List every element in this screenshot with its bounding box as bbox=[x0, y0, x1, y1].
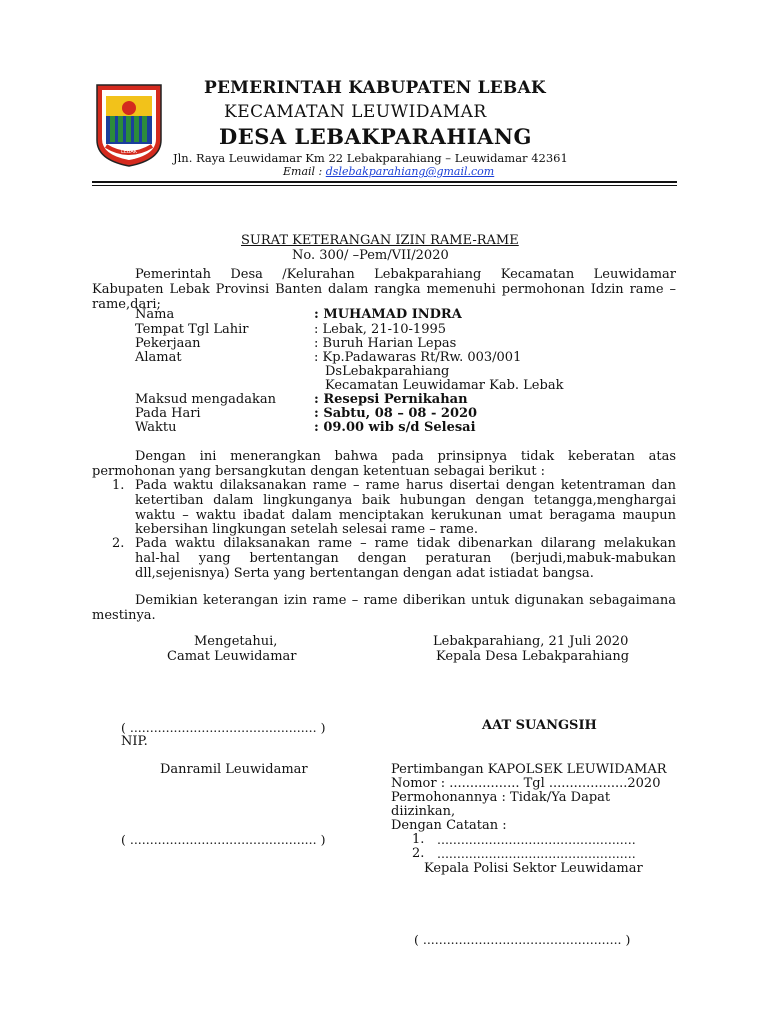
catatan-2-dots: .................................................. bbox=[437, 846, 636, 861]
field-value-address-2: DsLebakparahiang bbox=[325, 364, 450, 379]
field-value-time: : 09.00 wib s/d Selesai bbox=[314, 420, 476, 435]
item-2-line-1: Pada waktu dilaksanakan rame – rame tidak dibenarkan dilarang melakukan bbox=[135, 536, 676, 551]
sig-danramil-title: Danramil Leuwidamar bbox=[160, 762, 308, 777]
sig-camat-title: Camat Leuwidamar bbox=[167, 649, 297, 664]
sig-known: Mengetahui, bbox=[194, 634, 278, 649]
body-para-line-2: permohonan yang bersangkutan dengan ketentuan sebagai berikut : bbox=[92, 464, 546, 479]
header-district: KECAMATAN LEUWIDAMAR bbox=[224, 102, 487, 122]
header-village: DESA LEBAKPARAHIANG bbox=[219, 124, 532, 149]
field-value-job: : Buruh Harian Lepas bbox=[314, 336, 457, 351]
item-2-line-2: hal-hal yang bertentangan dengan peraturan (berjudi,mabuk-mabukan bbox=[135, 551, 676, 566]
field-value-purpose: : Resepsi Pernikahan bbox=[314, 392, 468, 407]
kapolsek-permohonan: Permohonannya : Tidak/Ya Dapat bbox=[391, 790, 611, 805]
kapolsek-role: Kepala Polisi Sektor Leuwidamar bbox=[424, 861, 643, 876]
kapolsek-blank: ( .................................................. ) bbox=[414, 932, 631, 947]
field-label-address: Alamat bbox=[135, 350, 182, 365]
email-label: Email : bbox=[283, 165, 323, 178]
email-link[interactable]: dslebakparahiang@gmail.com bbox=[325, 165, 495, 178]
intro-line-2: Kabupaten Lebak Provinsi Banten dalam rangka memenuhi permohonan Idzin rame – bbox=[92, 282, 676, 297]
item-1-line-1: Pada waktu dilaksanakan rame – rame harus disertai dengan ketentraman dan bbox=[135, 478, 676, 493]
item-2-line-3: dll,sejenisnya) Serta yang bertentangan dengan adat istiadat bangsa. bbox=[135, 566, 594, 581]
intro-line-3: rame,dari; bbox=[92, 297, 161, 312]
field-label-time: Waktu bbox=[135, 420, 177, 435]
kapolsek-diizinkan: diizinkan, bbox=[391, 804, 456, 819]
kapolsek-consideration: Pertimbangan KAPOLSEK LEUWIDAMAR bbox=[391, 762, 667, 777]
intro-line-1: Pemerintah Desa /Kelurahan Lebakparahiang Kecamatan Leuwidamar bbox=[135, 267, 676, 282]
field-value-address-3: Kecamatan Leuwidamar Kab. Lebak bbox=[325, 378, 564, 393]
item-1-line-4: kebersihan lingkungan setelah selesai rame – rame. bbox=[135, 522, 478, 537]
village-logo bbox=[94, 82, 164, 168]
letterhead-rule-thin bbox=[92, 185, 677, 186]
field-label-name: Nama bbox=[135, 307, 175, 322]
field-value-day: : Sabtu, 08 – 08 - 2020 bbox=[314, 406, 478, 421]
field-label-job: Pekerjaan bbox=[135, 336, 201, 351]
header-address: Jln. Raya Leuwidamar Km 22 Lebakparahiang – Leuwidamar 42361 bbox=[173, 151, 568, 165]
field-label-purpose: Maksud mengadakan bbox=[135, 392, 276, 407]
catatan-1-dots: .................................................. bbox=[437, 832, 636, 847]
item-1-number: 1. bbox=[112, 478, 125, 493]
field-value-name: : MUHAMAD INDRA bbox=[314, 307, 462, 322]
letterhead-rule bbox=[92, 181, 677, 183]
item-1-line-2: ketertiban dalam lingkunganya baik hubungan dengan tetangga,menghargai bbox=[135, 493, 676, 508]
field-value-birth: : Lebak, 21-10-1995 bbox=[314, 322, 447, 337]
sig-kades-name: AAT SUANGSIH bbox=[482, 718, 597, 733]
field-label-day: Pada Hari bbox=[135, 406, 201, 421]
header-government: PEMERINTAH KABUPATEN LEBAK bbox=[204, 78, 546, 98]
item-2-number: 2. bbox=[112, 536, 125, 551]
field-value-address-1: : Kp.Padawaras Rt/Rw. 003/001 bbox=[314, 350, 522, 365]
header-email-line bbox=[283, 165, 494, 178]
document-number: No. 300/ –Pem/VII/2020 bbox=[292, 248, 449, 263]
kapolsek-catatan: Dengan Catatan : bbox=[391, 818, 507, 833]
item-1-line-3: waktu – waktu ibadat dalam menciptakan kerukunan umat beragama maupun bbox=[135, 508, 676, 523]
sig-nip: NIP. bbox=[121, 734, 148, 749]
catatan-2-number: 2. bbox=[412, 846, 425, 861]
sig-danramil-blank: ( ............................................... ) bbox=[121, 832, 326, 847]
body-para-line-1: Dengan ini menerangkan bahwa pada prinsipnya tidak keberatan atas bbox=[135, 449, 676, 464]
document-title: SURAT KETERANGAN IZIN RAME-RAME bbox=[241, 233, 519, 248]
kapolsek-nomor: Nomor : ................. Tgl ...................2020 bbox=[391, 776, 661, 791]
field-label-birth: Tempat Tgl Lahir bbox=[135, 322, 249, 337]
closing-line-1: Demikian keterangan izin rame – rame diberikan untuk digunakan sebagaimana bbox=[135, 593, 676, 608]
svg-text:LEBAK: LEBAK bbox=[120, 149, 138, 155]
sig-kades-title: Kepala Desa Lebakparahiang bbox=[436, 649, 630, 664]
catatan-1-number: 1. bbox=[412, 832, 425, 847]
sig-camat-blank: ( ............................................... ) bbox=[121, 720, 326, 735]
closing-line-2: mestinya. bbox=[92, 608, 156, 623]
sig-place-date: Lebakparahiang, 21 Juli 2020 bbox=[433, 634, 629, 649]
